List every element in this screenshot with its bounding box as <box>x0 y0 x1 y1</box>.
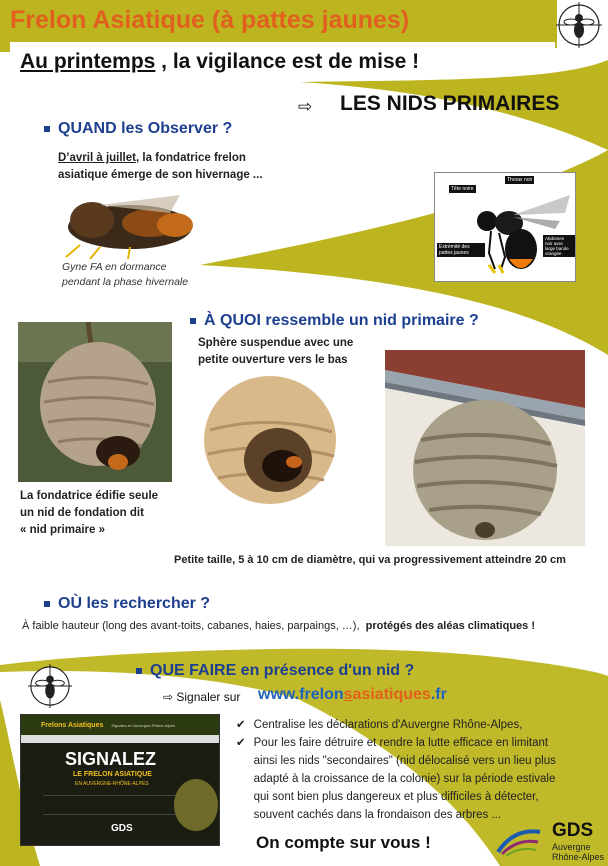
nest-with-queen-photo <box>18 322 172 482</box>
website-region: EN AUVERGNE-RHÔNE-ALPES <box>75 781 149 787</box>
website-le-frelon: LE FRELON ASIATIQUE <box>73 771 152 778</box>
quand-heading: QUAND les Observer ? <box>44 120 232 138</box>
subtitle <box>20 50 419 74</box>
sphere-text: Sphère suspendue avec une petite ouverture vers le bas <box>198 337 354 366</box>
website-tagline: Signalez-en Auvergne-Rhône-Alpes <box>111 722 175 728</box>
page-title: Frelon Asiatique (à pattes jaunes) <box>10 6 410 34</box>
subtitle-season: Au printemps <box>20 50 156 73</box>
label-thorax: Thorax noir <box>507 177 533 183</box>
quand-date: D’avril à juillet <box>58 152 136 164</box>
section-title-nids: LES NIDS PRIMAIRES <box>340 92 560 115</box>
label-pattes: Extrémité des pattes jaunes <box>437 243 485 257</box>
frelons-website-link[interactable]: www.frelonsasiatiques.fr <box>258 686 447 703</box>
quand-text: D’avril à juillet, la fondatrice frelon asiatique émerge de son hivernage ... <box>58 152 263 181</box>
website-site-name: Frelons Asiatiques <box>41 721 104 729</box>
website-screenshot <box>20 714 220 846</box>
check-icon: ✔ <box>236 737 246 749</box>
check-icon: ✔ <box>236 719 246 731</box>
quoi-heading: À QUOI ressemble un nid primaire ? <box>190 312 479 330</box>
website-plant-image <box>171 775 220 835</box>
subtitle-rest: , la vigilance est de mise ! <box>155 50 420 73</box>
gds-logo-text: GDS <box>552 820 594 841</box>
website-gds: GDS <box>111 823 133 834</box>
action-checklist <box>236 716 576 824</box>
label-tete: Tête noire <box>451 186 474 192</box>
hornet-target-icon <box>556 2 602 48</box>
dormant-queen-photo <box>60 185 200 260</box>
signaler-line: ⇨ Signaler sur <box>163 690 241 704</box>
website-signalez: SIGNALEZ <box>65 749 157 769</box>
label-abdomen: Abdomen noir avec large bande orangée <box>543 235 575 257</box>
dormant-caption: Gyne FA en dormance pendant la phase hivernale <box>62 261 189 288</box>
fondatrice-text: La fondatrice édifie seule un nid de fondation dit « nid primaire » <box>20 490 159 536</box>
gds-logo <box>494 820 606 864</box>
que-faire-heading: QUE FAIRE en présence d'un nid ? <box>136 662 414 680</box>
anatomy-diagram <box>434 172 576 282</box>
ou-heading: OÙ les rechercher ? <box>44 595 210 613</box>
taille-text: Petite taille, 5 à 10 cm de diamètre, qui va progressivement atteindre 20 cm <box>174 554 566 566</box>
nest-under-roof-photo <box>385 350 585 546</box>
gds-swoosh-icon <box>494 826 542 858</box>
arrow-right-icon-2: ⇨ <box>163 690 177 704</box>
sphere-nest-opening-photo <box>198 370 343 508</box>
gds-logo-region: Auvergne Rhône-Alpes <box>552 842 605 862</box>
hornet-target-icon-small <box>28 664 72 708</box>
closing-text: On compte sur vous ! <box>256 833 431 852</box>
checklist-item: ✔ Centralise les déclarations d'Auvergne Rhône-Alpes, <box>236 716 576 734</box>
checklist-item: ✔ Pour les faire détruire et rendre la lutte efficace en limitant ainsi les nids "secondaires" (nid délocalisé vers un lieu plus adapté à la croissance de la colonie) sur la période estivale qui sont bien plus dangereux et plus difficiles à détecter, souvent cachés dans la frondaison des arbres ... <box>236 734 576 824</box>
arrow-right-icon: ⇨ <box>298 97 313 116</box>
ou-text: À faible hauteur (long des avant-toits, cabanes, haies, parpaings, …), protégés des aléas climatiques ! <box>22 620 536 632</box>
